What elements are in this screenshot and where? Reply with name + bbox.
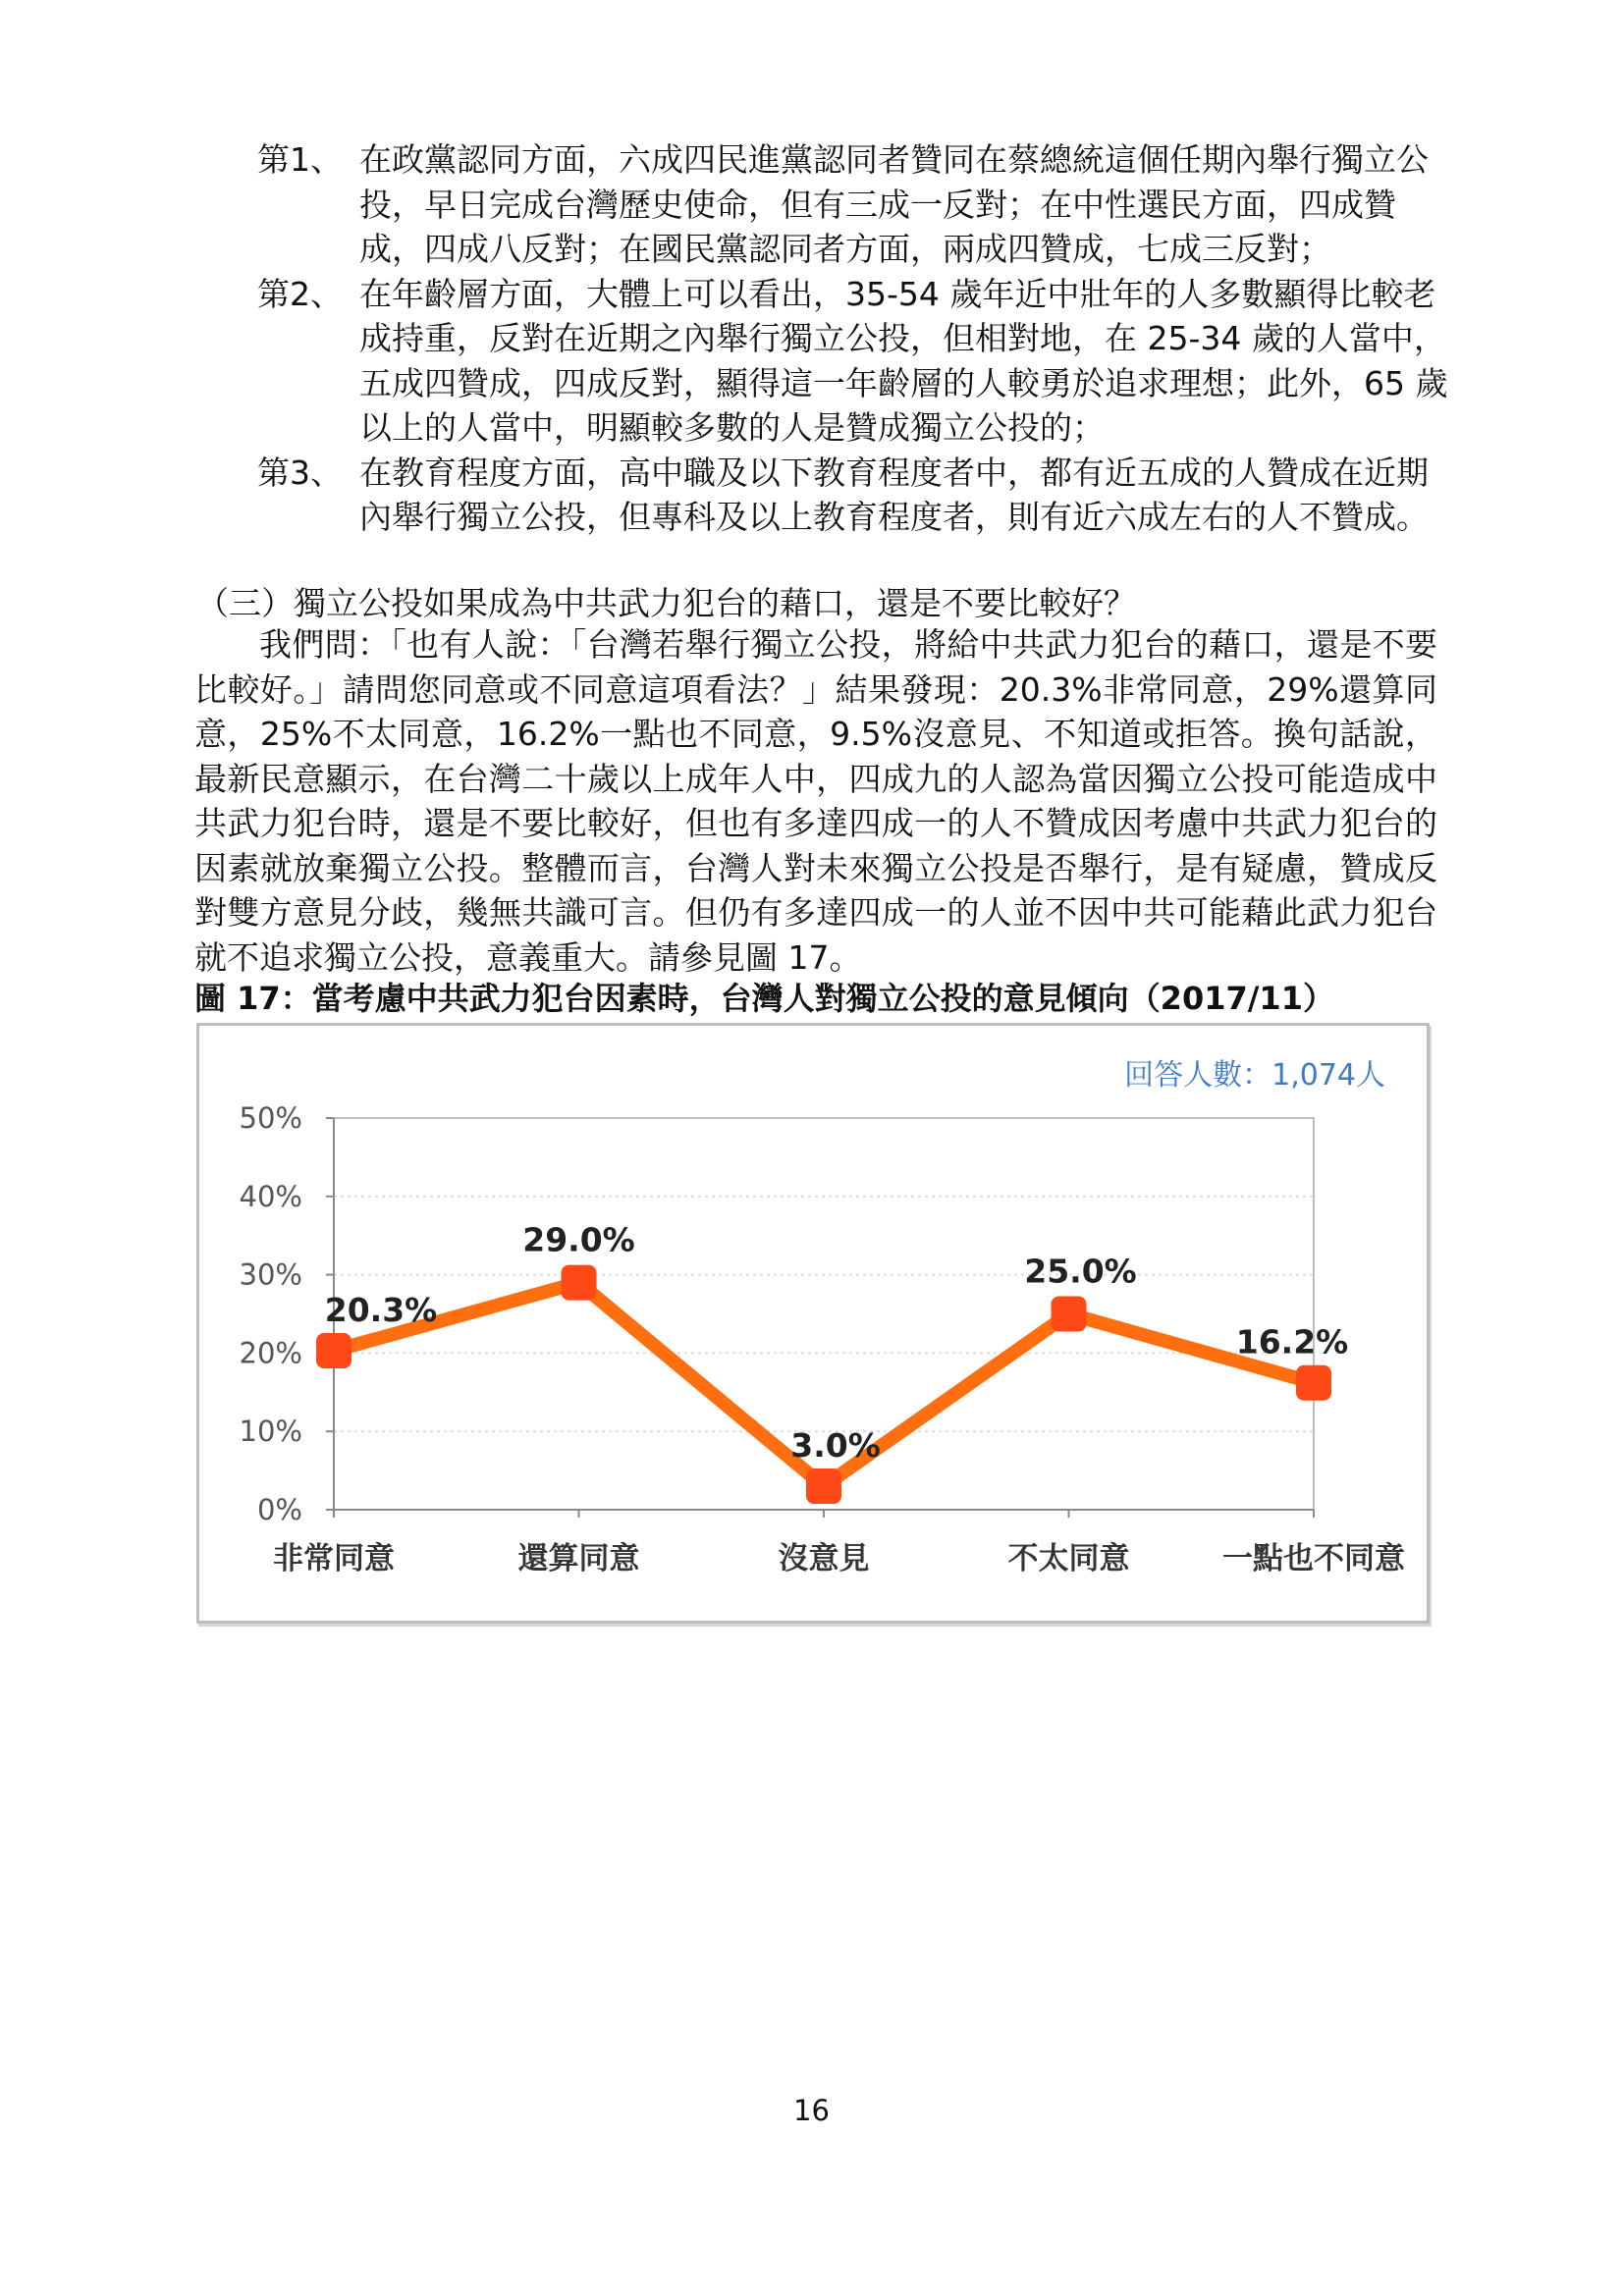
x-category-label: 不太同意 — [1007, 1541, 1130, 1576]
y-tick-label: 30% — [239, 1257, 302, 1292]
list-item-text: 在年齡層方面，大體上可以看出，35-54 歲年近中壯年的人多數顯得比較老成持重，反對在近期之內舉行獨立公投，但相對地，在 25-34 歲的人當中，五成四贊成，四成反對，顯得這一年齡層的人較勇於追求理想；此外，65 歲以上的人當中，明顯較多數的人是贊成獨立公投的； — [359, 274, 1448, 447]
list-item — [257, 451, 1465, 540]
data-point-marker — [806, 1468, 841, 1504]
figure-caption: 圖 17：當考慮中共武力犯台因素時，台灣人對獨立公投的意見傾向（2017/11） — [194, 980, 1334, 1017]
data-point-label: 20.3% — [324, 1291, 438, 1330]
x-category-label: 還算同意 — [517, 1541, 640, 1576]
data-point-marker — [1052, 1297, 1087, 1332]
section-heading: （三）獨立公投如果成為中共武力犯台的藉口，還是不要比較好？ — [196, 584, 1136, 622]
y-tick-label: 40% — [239, 1179, 302, 1213]
data-point-marker — [316, 1333, 352, 1368]
data-point-label: 29.0% — [522, 1220, 635, 1259]
list-item-text: 在教育程度方面，高中職及以下教育程度者中，都有近五成的人贊成在近期內舉行獨立公投，但專科及以上教育程度者，則有近六成左右的人不贊成。 — [359, 453, 1429, 536]
list-item — [257, 272, 1465, 451]
x-axis-categories — [273, 1510, 1405, 1576]
series-line — [316, 1265, 1331, 1504]
list-item — [257, 137, 1465, 272]
x-category-label: 一點也不同意 — [1222, 1541, 1405, 1576]
data-point-marker — [562, 1265, 597, 1301]
list-item-number: 第1、 — [257, 140, 343, 179]
findings-list — [257, 137, 1465, 540]
list-item-number: 第3、 — [257, 453, 343, 492]
x-category-label: 非常同意 — [273, 1541, 395, 1576]
chart-canvas — [199, 1026, 1427, 1621]
list-item-text: 在政黨認同方面，六成四民進黨認同者贊同在蔡總統這個任期內舉行獨立公投，早日完成台灣歷史使命，但有三成一反對；在中性選民方面，四成贊成，四成八反對；在國民黨認同者方面，兩成四贊成，七成三反對； — [359, 140, 1429, 268]
data-point-marker — [1296, 1365, 1331, 1401]
data-point-label: 25.0% — [1024, 1252, 1137, 1291]
x-category-label: 沒意見 — [778, 1541, 870, 1576]
y-tick-label: 10% — [239, 1415, 302, 1449]
line-chart — [196, 1023, 1430, 1624]
y-tick-label: 20% — [239, 1336, 302, 1370]
body-paragraph: 我們問：「也有人說：「台灣若舉行獨立公投，將給中共武力犯台的藉口，還是不要比較好。」請問您同意或不同意這項看法？」結果發現：20.3%非常同意，29%還算同意，25%不太同意，16.2%一點也不同意，9.5%沒意見、不知道或拒答。換句話說，最新民意顯示，在台灣二十歲以上成年人中，四成九的人認為當因獨立公投可能造成中共武力犯台時，還是不要比較好，但也有多達四成一的人不贊成因考慮中共武力犯台的因素就放棄獨立公投。整體而言，台灣人對未來獨立公投是否舉行，是有疑慮，贊成反對雙方意見分歧，幾無共識可言。但仍有多達四成一的人並不因中共可能藉此武力犯台就不追求獨立公投，意義重大。請參見圖 17。 — [194, 625, 1437, 977]
data-point-label: 16.2% — [1235, 1322, 1349, 1362]
y-axis-ticks — [240, 1101, 334, 1526]
sample-size-note: 回答人數：1,074人 — [1124, 1058, 1385, 1093]
page-number: 16 — [793, 2094, 830, 2127]
y-tick-label: 50% — [239, 1101, 302, 1135]
y-tick-label: 0% — [256, 1493, 302, 1526]
list-item-number: 第2、 — [257, 274, 343, 313]
data-point-label: 3.0% — [790, 1426, 881, 1466]
